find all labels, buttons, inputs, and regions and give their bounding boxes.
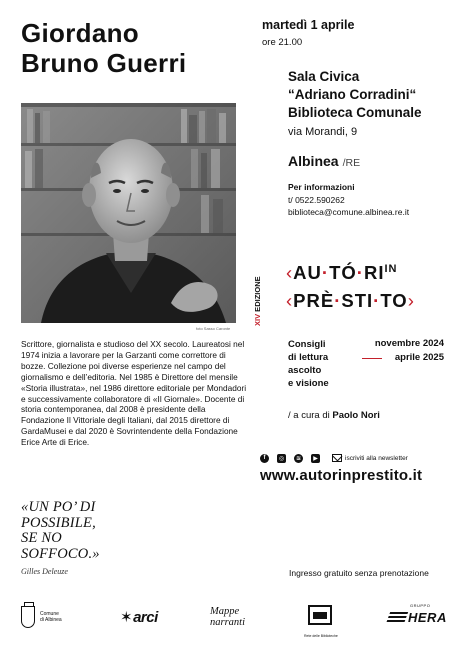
- period-end: aprile 2025: [394, 352, 444, 363]
- edition-label: [253, 262, 265, 326]
- consigli-line1: Consigli: [288, 339, 326, 350]
- logo-syl-3: RI: [363, 262, 385, 283]
- venue-line1: Sala Civica: [288, 69, 360, 84]
- festival-logo-line2: ‹PRÈ·STI·TO›: [286, 290, 415, 311]
- comune-text: [40, 611, 62, 623]
- festival-logo-line1: $‹AU\cdot TÓ\cdot RI^{IN}$: [286, 262, 398, 283]
- edition-number: XIV: [253, 313, 262, 326]
- quote-author: Gilles Deleuze: [21, 567, 68, 576]
- edition-text: [253, 262, 265, 326]
- logo-syl-5: PRÈ: [293, 290, 335, 311]
- newsletter-link[interactable]: iscriviti alla newsletter: [345, 454, 408, 462]
- biblioteche-logo: [304, 598, 338, 638]
- spotify-icon[interactable]: ≋: [295, 455, 302, 462]
- period-start: novembre 2024: [374, 338, 444, 349]
- venue-town: [288, 153, 360, 169]
- social-bar: [260, 452, 408, 464]
- hera-text: HERA: [408, 609, 447, 625]
- town-name: Albinea: [288, 153, 339, 169]
- author-name-line2: Bruno Guerri: [21, 48, 187, 78]
- venue-name: [288, 68, 422, 122]
- quote-line1: «UN PO’ DI: [21, 499, 96, 515]
- crest-icon: [21, 606, 35, 628]
- venue-line2: “Adriano Corradini“: [288, 87, 417, 102]
- instagram-icon[interactable]: ◎: [278, 455, 285, 462]
- comune-line2: di Albinea: [40, 617, 62, 623]
- province: /RE: [342, 157, 361, 169]
- biblioteche-text: Rete delle Biblioteche: [304, 634, 338, 638]
- comune-logo: [21, 600, 62, 634]
- consigli-line3: ascolto: [288, 365, 322, 376]
- mappe-narranti-logo: [210, 600, 245, 634]
- free-entry-note: Ingresso gratuito senza prenotazione: [289, 568, 429, 578]
- curator: [288, 410, 380, 421]
- event-time: ore 21.00: [262, 37, 303, 48]
- info-phone[interactable]: t/ 0522.590262: [288, 195, 345, 205]
- comune-line1: Comune: [40, 611, 59, 617]
- event-date: martedì 1 aprile: [262, 18, 355, 32]
- hera-gruppo: GRUPPO: [410, 602, 431, 608]
- facebook-icon[interactable]: f: [260, 454, 269, 463]
- website-link[interactable]: www.autorinprestito.it: [260, 467, 423, 484]
- author-name-line1: Giordano: [21, 18, 139, 48]
- author-portrait-illustration: [21, 103, 236, 323]
- quote: [21, 500, 100, 562]
- author-photo: [21, 103, 236, 323]
- quote-line4: SOFFOCO.»: [21, 545, 100, 562]
- quote-line3: SE NO: [21, 530, 62, 546]
- author-name: [21, 18, 186, 78]
- arci-text: arci: [133, 609, 158, 626]
- info-title: Per informazioni: [288, 182, 355, 192]
- logo-syl-2: TÓ: [329, 262, 357, 283]
- author-bio: Scrittore, giornalista e studioso del XX secolo. Laureatosi nel 1974 inizia a lavorare per la Garzanti come correttore di bozze. Collezione poi diverse esperienze nel campo del giornalismo e dell’editoria. Nel 1985 è Direttore del mensile «Storia illustrata», nel 1986 direttore editoriale per Mondadori e successivamente collaboratore di «Il Giornale». Docente di storia contemporanea, dal 2008 è presidente della Fondazione Il Vittoriale degli Italiani, dal 2015 direttore di GardaMusei e dal 2020 è Sovrintendente della Fondazione Erice Arte di Erice.: [21, 339, 247, 448]
- mappe-line2: narranti: [210, 617, 246, 628]
- venue-line3: Biblioteca Comunale: [288, 105, 422, 120]
- library-icon: [304, 605, 338, 638]
- logo-syl-7: TO: [380, 290, 408, 311]
- program-description: [288, 338, 329, 390]
- curator-prefix: / a cura di: [288, 410, 330, 421]
- curator-name: Paolo Nori: [332, 410, 380, 421]
- photo-credit: foto Sasso Caronte: [196, 326, 231, 331]
- logo-syl-1: AU: [293, 262, 322, 283]
- arci-logo: [120, 600, 158, 634]
- logo-syl-4: IN: [384, 263, 398, 275]
- youtube-icon[interactable]: ▶: [311, 454, 320, 463]
- edition-word: EDIZIONE: [253, 276, 262, 312]
- consigli-line4: e visione: [288, 378, 329, 389]
- info-email[interactable]: biblioteca@comune.albinea.re.it: [288, 207, 410, 217]
- consigli-line2: di lettura: [288, 352, 329, 363]
- mappe-line1: Mappe: [210, 606, 240, 617]
- hera-logo: [388, 600, 447, 634]
- star-icon: ✶: [120, 609, 133, 626]
- logo-syl-6: STI: [341, 290, 374, 311]
- mail-icon[interactable]: [332, 454, 342, 462]
- quote-line2: POSSIBILE,: [21, 514, 96, 531]
- venue-address: via Morandi, 9: [288, 126, 358, 138]
- hera-stripes-icon: [386, 612, 408, 624]
